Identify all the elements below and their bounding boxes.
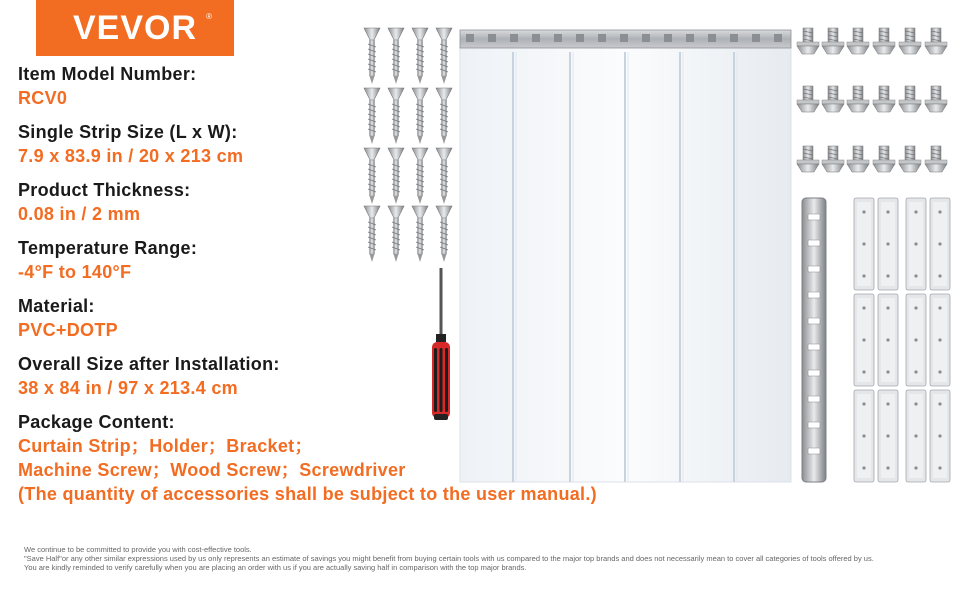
screwdriver-icon <box>425 268 457 423</box>
spec-label: Material: <box>18 296 95 316</box>
spec-label: Overall Size after Installation: <box>18 354 280 374</box>
spec-label: Item Model Number: <box>18 64 197 84</box>
spec-label: Temperature Range: <box>18 238 198 258</box>
package-line: Curtain Strip；Holder；Bracket； <box>18 436 313 456</box>
machine-screw-icon <box>796 24 951 180</box>
vevor-logo: VEVOR ® <box>36 0 234 56</box>
disclaimer-line: We continue to be committed to provide you with cost-effective tools. <box>24 545 252 554</box>
package-line: Machine Screw；Wood Screw；Screwdriver <box>18 460 406 480</box>
spec-value: RCV0 <box>18 88 68 108</box>
spec-value: -4°F to 140°F <box>18 262 132 282</box>
spec-label: Single Strip Size (L x W): <box>18 122 238 142</box>
spec-value: 0.08 in / 2 mm <box>18 204 141 224</box>
package-note: (The quantity of accessories shall be subject to the user manual.) <box>18 484 597 504</box>
spec-value: PVC+DOTP <box>18 320 118 340</box>
spec-material <box>18 294 478 342</box>
logo-text: VEVOR <box>72 8 198 47</box>
spec-label: Product Thickness: <box>18 180 191 200</box>
wood-screw-icon <box>360 26 455 266</box>
bracket-icon <box>798 196 830 486</box>
disclaimer-line: "Save Half"or any other similar expressions used by us only represents an estimate of savings you might benefit from buying certain tools with us compared to the major top brands and does not necessarily mean to cover all categories of tools offered by us. <box>24 554 874 563</box>
disclaimer <box>24 545 959 572</box>
disclaimer-line: You are kindly reminded to verify carefully when you are placing an order with us if you are actually saving half in comparison with the top major brands. <box>24 563 527 572</box>
spec-overall-size <box>18 352 478 400</box>
spec-package <box>18 410 597 506</box>
holder-plate-icon <box>852 196 952 486</box>
package-label: Package Content: <box>18 412 175 432</box>
curtain-strips-image <box>458 28 793 483</box>
spec-value: 38 x 84 in / 97 x 213.4 cm <box>18 378 238 398</box>
spec-value: 7.9 x 83.9 in / 20 x 213 cm <box>18 146 244 166</box>
